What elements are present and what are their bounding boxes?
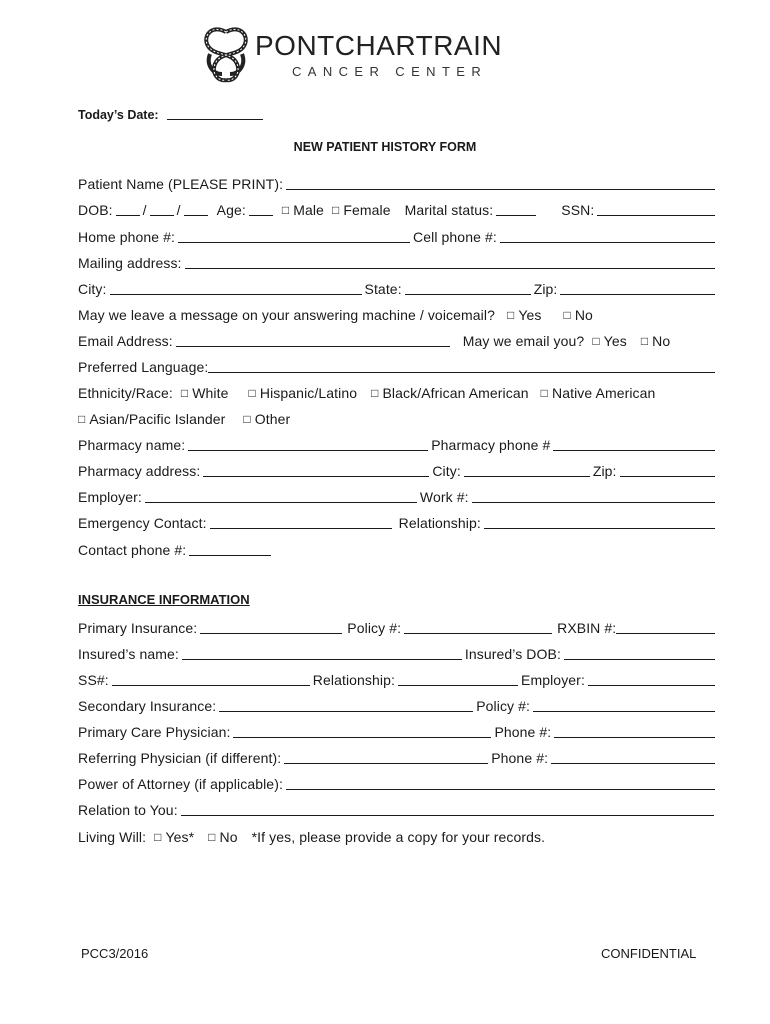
pharmacy-address-label: Pharmacy address: <box>78 463 201 479</box>
pharmacy-name-label: Pharmacy name: <box>78 437 186 453</box>
living-will-note: *If yes, please provide a copy for your records. <box>251 829 546 845</box>
email-yes-label: Yes <box>603 333 627 349</box>
dob-row <box>78 198 718 218</box>
pharmacy-address-field[interactable] <box>203 462 429 477</box>
age-label: Age: <box>216 202 246 218</box>
marital-status-label: Marital status: <box>404 202 494 218</box>
secondary-insurance-field[interactable] <box>219 697 473 712</box>
voicemail-no-checkbox[interactable]: □ <box>563 308 571 322</box>
pharmacy-address-row <box>78 459 718 479</box>
pharmacy-row <box>78 433 718 453</box>
insured-dob-field[interactable] <box>564 645 715 660</box>
referring-physician-row <box>78 746 718 766</box>
rxbin-label: RXBIN #: <box>557 620 617 636</box>
ssn-field[interactable] <box>597 201 715 216</box>
emergency-contact-row <box>78 511 718 531</box>
ethnicity-asian-label: Asian/Pacific Islander <box>89 411 226 427</box>
email-no-label: No <box>652 333 671 349</box>
dob-month-field[interactable] <box>116 201 140 216</box>
preferred-language-row <box>78 355 718 375</box>
insured-name-row <box>78 642 718 662</box>
insured-dob-label: Insured’s DOB: <box>464 646 561 662</box>
email-field[interactable] <box>176 332 450 347</box>
ethnicity-asian-checkbox[interactable]: □ <box>78 412 86 426</box>
email-question: May we email you? <box>462 333 585 349</box>
pharmacy-phone-field[interactable] <box>553 436 715 451</box>
pharmacy-zip-label: Zip: <box>592 463 617 479</box>
logo-name: PONTCHARTRAIN <box>255 30 503 61</box>
female-checkbox[interactable]: □ <box>331 203 340 217</box>
work-phone-label: Work #: <box>419 489 469 505</box>
primary-insurance-field[interactable] <box>200 619 342 634</box>
pharmacy-phone-label: Pharmacy phone # <box>431 437 551 453</box>
patient-name-label: Patient Name (PLEASE PRINT): <box>78 176 284 192</box>
home-phone-label: Home phone #: <box>78 229 176 245</box>
marital-status-field[interactable] <box>496 201 536 216</box>
insured-relationship-field[interactable] <box>398 671 518 686</box>
ethnicity-row <box>78 381 718 401</box>
preferred-language-field[interactable] <box>208 358 715 373</box>
age-field[interactable] <box>249 201 273 216</box>
patient-name-row <box>78 172 718 192</box>
ethnicity-other-checkbox[interactable]: □ <box>243 412 251 426</box>
dob-label: DOB: <box>78 202 113 218</box>
emergency-contact-field[interactable] <box>210 514 392 529</box>
power-of-attorney-label: Power of Attorney (if applicable): <box>78 776 283 792</box>
living-will-row <box>78 825 718 845</box>
ethnicity-native-label: Native American <box>552 385 656 401</box>
voicemail-question: May we leave a message on your answering machine / voicemail? <box>78 307 495 323</box>
pcp-phone-field[interactable] <box>554 723 715 738</box>
male-checkbox[interactable]: □ <box>281 203 290 217</box>
state-label: State: <box>364 281 402 297</box>
city-field[interactable] <box>110 280 362 295</box>
todays-date-label: Today’s Date: <box>78 108 159 122</box>
emergency-contact-label: Emergency Contact: <box>78 515 207 531</box>
celtic-knot-logo-icon <box>200 24 252 84</box>
emergency-relationship-label: Relationship: <box>398 515 481 531</box>
voicemail-yes-label: Yes <box>518 307 542 323</box>
living-will-no-label: No <box>219 829 238 845</box>
email-yes-checkbox[interactable]: □ <box>592 334 600 348</box>
pcp-phone-label: Phone #: <box>494 724 552 740</box>
patient-name-field[interactable] <box>286 175 715 190</box>
voicemail-row <box>78 303 718 323</box>
todays-date-field[interactable] <box>167 105 263 120</box>
pharmacy-zip-field[interactable] <box>620 462 715 477</box>
ethnicity-black-checkbox[interactable]: □ <box>371 386 379 400</box>
city-label: City: <box>78 281 107 297</box>
dob-separator: / <box>142 202 147 218</box>
work-phone-field[interactable] <box>472 488 715 503</box>
preferred-language-label: Preferred Language: <box>78 359 209 375</box>
zip-field[interactable] <box>560 280 715 295</box>
living-will-yes-label: Yes* <box>165 829 195 845</box>
form-title: NEW PATIENT HISTORY FORM <box>293 140 477 154</box>
secondary-insurance-label: Secondary Insurance: <box>78 698 217 714</box>
pcp-row <box>78 720 718 740</box>
mailing-address-label: Mailing address: <box>78 255 182 271</box>
pharmacy-city-label: City: <box>432 463 461 479</box>
dob-day-field[interactable] <box>150 201 174 216</box>
secondary-policy-label: Policy #: <box>476 698 531 714</box>
employer-label: Employer: <box>78 489 142 505</box>
ethnicity-hispanic-label: Hispanic/Latino <box>259 385 358 401</box>
referring-phone-label: Phone #: <box>491 750 549 766</box>
mailing-address-row <box>78 251 718 271</box>
ss-row <box>78 668 718 688</box>
male-label: Male <box>293 202 324 218</box>
ethnicity-white-checkbox[interactable]: □ <box>180 386 189 400</box>
primary-policy-label: Policy #: <box>347 620 402 636</box>
contact-phone-field[interactable] <box>189 541 271 556</box>
employer-field[interactable] <box>145 488 417 503</box>
city-state-zip-row <box>78 277 718 297</box>
referring-phone-field[interactable] <box>551 749 715 764</box>
primary-insurance-label: Primary Insurance: <box>78 620 198 636</box>
insured-employer-field[interactable] <box>588 671 715 686</box>
insured-name-field[interactable] <box>182 645 462 660</box>
ethnicity-label: Ethnicity/Race: <box>78 385 173 401</box>
cell-phone-label: Cell phone #: <box>413 229 497 245</box>
ss-label: SS#: <box>78 672 109 688</box>
email-row <box>78 329 718 349</box>
voicemail-no-label: No <box>574 307 593 323</box>
primary-insurance-row <box>78 616 718 636</box>
confidential-label: CONFIDENTIAL <box>601 946 697 961</box>
pharmacy-city-field[interactable] <box>464 462 590 477</box>
logo-subtitle: CANCER CENTER <box>292 64 488 79</box>
pharmacy-name-field[interactable] <box>188 436 428 451</box>
ethnicity-native-checkbox[interactable]: □ <box>540 386 548 400</box>
power-of-attorney-field[interactable] <box>286 775 715 790</box>
insured-relationship-label: Relationship: <box>312 672 396 688</box>
dob-separator: / <box>176 202 181 218</box>
female-label: Female <box>343 202 391 218</box>
ethnicity-other-label: Other <box>254 411 291 427</box>
referring-physician-field[interactable] <box>284 749 488 764</box>
pcp-field[interactable] <box>233 723 491 738</box>
email-label: Email Address: <box>78 333 173 349</box>
primary-policy-field[interactable] <box>404 619 552 634</box>
ssn-label: SSN: <box>561 202 595 218</box>
emergency-relationship-field[interactable] <box>484 514 715 529</box>
ethnicity-row-2 <box>78 407 718 427</box>
insurance-heading: INSURANCE INFORMATION <box>78 592 250 607</box>
voicemail-yes-checkbox[interactable]: □ <box>506 308 515 322</box>
rxbin-field[interactable] <box>616 619 715 634</box>
ethnicity-hispanic-checkbox[interactable]: □ <box>248 386 256 400</box>
ss-field[interactable] <box>112 671 310 686</box>
email-no-checkbox[interactable]: □ <box>640 334 649 348</box>
living-will-yes-checkbox[interactable]: □ <box>154 830 162 844</box>
todays-date-row <box>78 105 266 122</box>
living-will-no-checkbox[interactable]: □ <box>208 830 216 844</box>
cell-phone-field[interactable] <box>500 228 715 243</box>
ethnicity-black-label: Black/African American <box>382 385 529 401</box>
home-phone-field[interactable] <box>178 228 410 243</box>
contact-phone-label: Contact phone #: <box>78 542 187 558</box>
relation-label: Relation to You: <box>78 802 178 818</box>
pcp-label: Primary Care Physician: <box>78 724 231 740</box>
secondary-insurance-row <box>78 694 718 714</box>
form-code: PCC3/2016 <box>81 946 149 961</box>
state-field[interactable] <box>405 280 531 295</box>
secondary-policy-field[interactable] <box>533 697 715 712</box>
insured-name-label: Insured’s name: <box>78 646 179 662</box>
referring-physician-label: Referring Physician (if different): <box>78 750 282 766</box>
zip-label: Zip: <box>533 281 558 297</box>
dob-year-field[interactable] <box>184 201 208 216</box>
phone-row <box>78 225 718 245</box>
living-will-label: Living Will: <box>78 829 147 845</box>
relation-row <box>78 798 718 818</box>
mailing-address-field[interactable] <box>185 254 715 269</box>
power-of-attorney-row <box>78 772 718 792</box>
relation-field[interactable] <box>181 801 714 816</box>
contact-phone-row <box>78 538 718 558</box>
employer-row <box>78 485 718 505</box>
insured-employer-label: Employer: <box>521 672 585 688</box>
ethnicity-white-label: White <box>192 385 229 401</box>
